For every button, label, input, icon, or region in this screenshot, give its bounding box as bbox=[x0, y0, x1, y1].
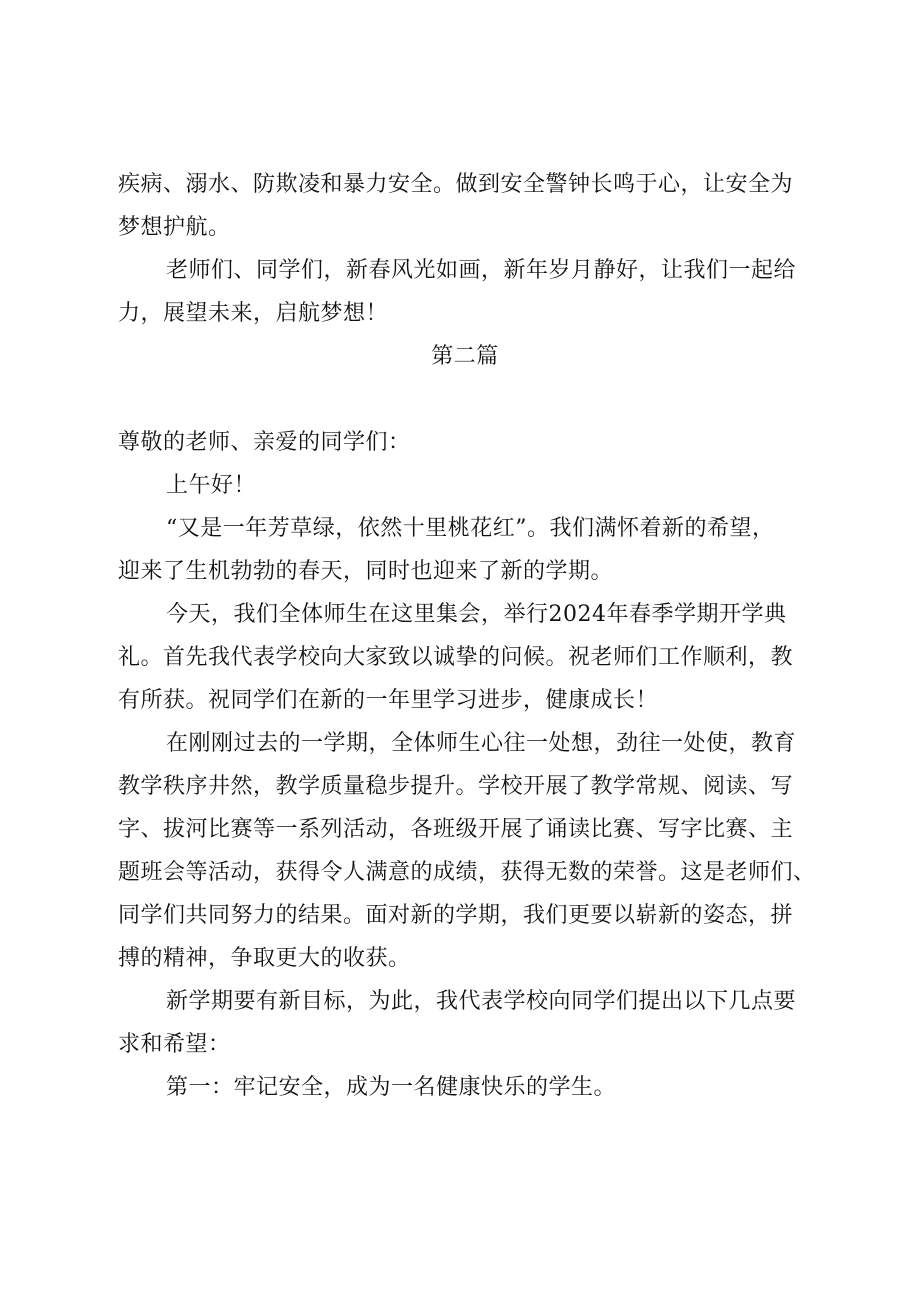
paragraph-line: 今天，我们全体师生在这里集会，举行2024年春季学期开学典 bbox=[166, 602, 787, 627]
paragraph-line: 搏的精神，争取更大的收获。 bbox=[118, 946, 411, 971]
paragraph-line: 求和希望： bbox=[118, 1032, 231, 1057]
section-heading: 第二篇 bbox=[431, 344, 499, 369]
greeting: 上午好！ bbox=[166, 473, 257, 498]
paragraph-line: 新学期要有新目标，为此，我代表学校向同学们提出以下几点要 bbox=[166, 989, 797, 1014]
paragraph-line: 礼。首先我代表学校向大家致以诚挚的问候。祝老师们工作顺利，教 bbox=[118, 645, 794, 670]
salutation: 尊敬的老师、亲爱的同学们： bbox=[118, 430, 411, 455]
paragraph-line: 字、拔河比赛等一系列活动，各班级开展了诵读比赛、写字比赛、主 bbox=[118, 817, 794, 842]
paragraph-line: 疾病、溺水、防欺凌和暴力安全。做到安全警钟长鸣于心，让安全为 bbox=[118, 172, 794, 197]
paragraph-line: 有所获。祝同学们在新的一年里学习进步，健康成长！ bbox=[118, 688, 659, 713]
paragraph-line: 梦想护航。 bbox=[118, 215, 231, 240]
paragraph-line: 在刚刚过去的一学期，全体师生心往一处想，劲往一处使，教育 bbox=[166, 731, 797, 756]
paragraph-line: 题班会等活动，获得令人满意的成绩，获得无数的荣誉。这是老师们、 bbox=[118, 860, 816, 885]
paragraph-line: 教学秩序井然，教学质量稳步提升。学校开展了教学常规、阅读、写 bbox=[118, 774, 794, 799]
paragraph-line: 老师们、同学们，新春风光如画，新年岁月静好，让我们一起给 bbox=[166, 258, 797, 283]
paragraph-line: “又是一年芳草绿，依然十里桃花红”。我们满怀着新的希望， bbox=[166, 516, 775, 541]
paragraph-line: 迎来了生机勃勃的春天，同时也迎来了新的学期。 bbox=[118, 559, 614, 584]
paragraph-line: 同学们共同努力的结果。面对新的学期，我们更要以崭新的姿态，拼 bbox=[118, 903, 794, 928]
paragraph-line: 力，展望未来，启航梦想！ bbox=[118, 301, 389, 326]
paragraph-line: 第一：牢记安全，成为一名健康快乐的学生。 bbox=[166, 1075, 617, 1100]
